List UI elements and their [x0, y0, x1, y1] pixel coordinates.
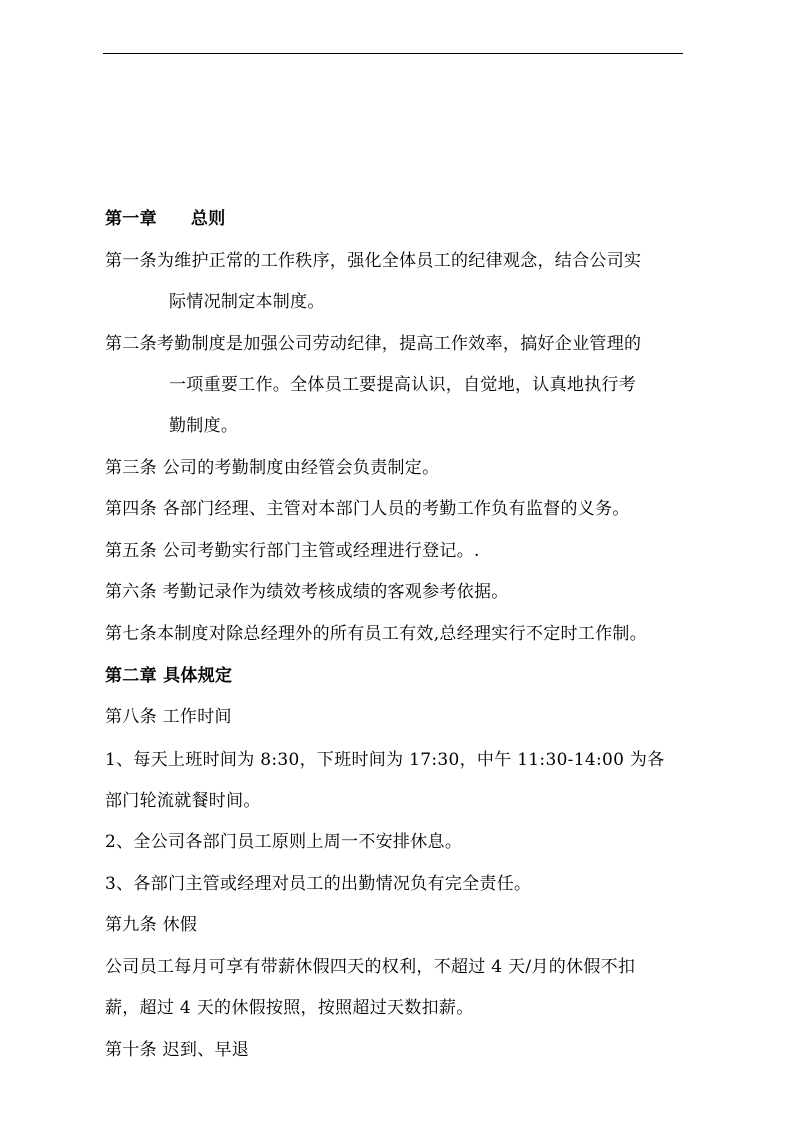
- article-8-item-1-line-1: 1、每天上班时间为 8:30，下班时间为 17:30，中午 11:30-14:00 为各: [105, 750, 665, 770]
- article-9-line-1: 公司员工每月可享有带薪休假四天的权利，不超过 4 天/月的休假不扣: [105, 957, 636, 977]
- chapter-1-title: 总则: [190, 209, 226, 229]
- article-4: 第四条 各部门经理、主管对本部门人员的考勤工作负有监督的义务。: [105, 499, 630, 519]
- article-9-heading: 第九条 休假: [105, 915, 198, 935]
- chapter-2-heading: 第二章 具体规定: [105, 666, 233, 686]
- article-8-item-2: 2、全公司各部门员工原则上周一不安排休息。: [105, 832, 463, 852]
- article-2-line-1: 第二条考勤制度是加强公司劳动纪律，提高工作效率，搞好企业管理的: [105, 334, 642, 354]
- chapter-1-label: 第一章: [105, 209, 157, 229]
- article-10-heading: 第十条 迟到、早退: [105, 1040, 250, 1060]
- article-2-line-3: 勤制度。: [169, 416, 239, 436]
- article-8-item-1-line-2: 部门轮流就餐时间。: [105, 791, 261, 811]
- chapter-1-heading: [105, 208, 226, 230]
- article-7: 第七条本制度对除总经理外的所有员工有效,总经理实行不定时工作制。: [105, 624, 648, 644]
- article-2-line-2: 一项重要工作。全体员工要提高认识，自觉地，认真地执行考: [169, 375, 637, 395]
- article-5: 第五条 公司考勤实行部门主管或经理进行登记。.: [105, 541, 480, 561]
- article-1-line-1: 第一条为维护正常的工作秩序，强化全体员工的纪律观念，结合公司实: [105, 251, 642, 271]
- header-rule: [103, 53, 683, 54]
- article-1-line-2: 际情况制定本制度。: [169, 292, 325, 312]
- article-8-item-3: 3、各部门主管或经理对员工的出勤情况负有完全责任。: [105, 874, 532, 894]
- article-6: 第六条 考勤记录作为绩效考核成绩的客观参考依据。: [105, 582, 509, 602]
- article-8-heading: 第八条 工作时间: [105, 707, 232, 727]
- article-9-line-2: 薪，超过 4 天的休假按照，按照超过天数扣薪。: [105, 998, 474, 1018]
- article-3: 第三条 公司的考勤制度由经管会负责制定。: [105, 458, 440, 478]
